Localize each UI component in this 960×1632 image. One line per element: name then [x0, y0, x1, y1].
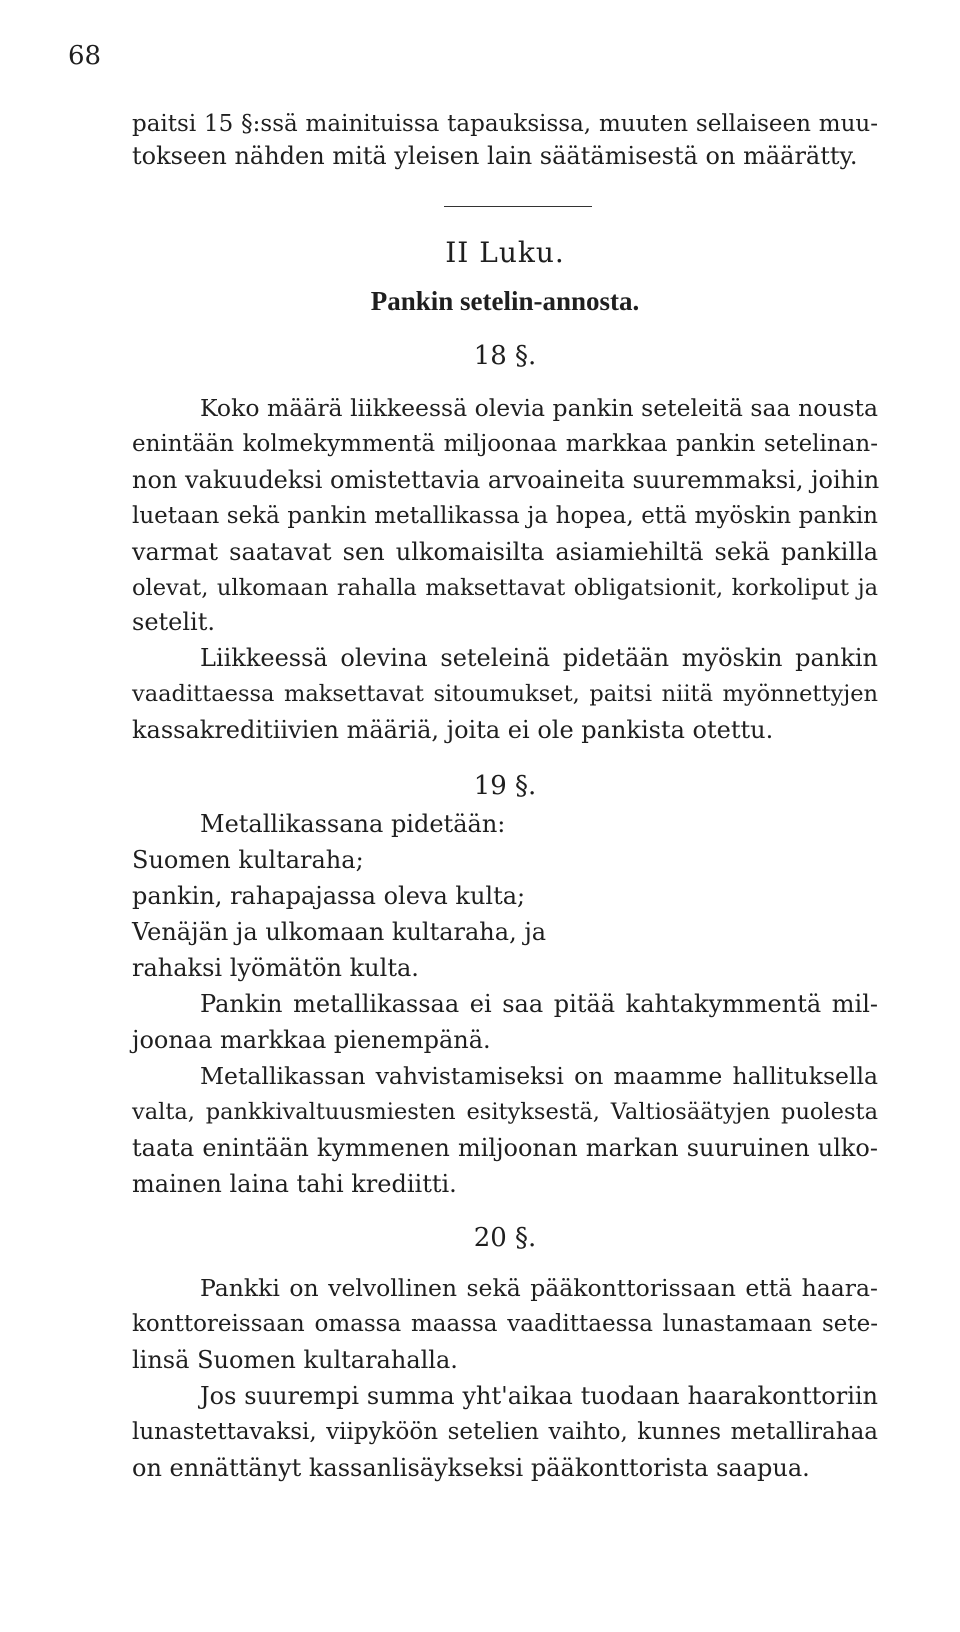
list-item: Venäjän ja ulkomaan kultaraha, ja — [132, 918, 547, 946]
list-item: rahaksi lyömätön kulta. — [132, 954, 419, 982]
text-line: Pankin metallikassaa ei saa pitää kahtakymmentä mil- — [200, 990, 878, 1018]
text-line: Pankki on velvollinen sekä pääkonttorissaan että haara- — [200, 1274, 878, 1302]
text-line: Metallikassan vahvistamiseksi on maamme hallituksella — [200, 1062, 878, 1090]
section-20-heading: 20 §. — [473, 1223, 537, 1253]
text-line: Koko määrä liikkeessä olevia pankin seteleitä saa nousta — [200, 394, 878, 422]
text-line: konttoreissaan omassa maassa vaadittaessa lunastamaan sete- — [132, 1311, 878, 1337]
text-line: non vakuudeksi omistettavia arvoaineita suuremmaksi, joihin — [132, 466, 880, 494]
text-line: joonaa markkaa pienempänä. — [132, 1026, 491, 1054]
text-line: linsä Suomen kultarahalla. — [132, 1346, 458, 1374]
divider-rule — [444, 206, 592, 207]
text-line: Metallikassana pidetään: — [200, 810, 506, 838]
chapter-title: Pankin setelin-annosta. — [370, 286, 640, 316]
chapter-heading: II Luku. — [445, 236, 565, 269]
text-line: luetaan sekä pankin metallikassa ja hopea, että myöskin pankin — [132, 503, 878, 529]
section-19-heading: 19 §. — [473, 771, 537, 801]
text-line: mainen laina tahi krediitti. — [132, 1170, 457, 1198]
text-line: lunastettavaksi, viipyköön setelien vaihto, kunnes metallirahaa — [132, 1419, 878, 1445]
text-line: kassakreditiivien määriä, joita ei ole pankista otettu. — [132, 716, 774, 744]
text-line: tokseen nähden mitä yleisen lain säätämisestä on määrätty. — [132, 142, 858, 170]
text-line: varmat saatavat sen ulkomaisilta asiamiehiltä sekä pankilla — [132, 538, 878, 566]
text-line: setelit. — [132, 608, 215, 636]
text-line: enintään kolmekymmentä miljoonaa markkaa pankin setelinan- — [132, 431, 878, 457]
text-line: vaadittaessa maksettavat sitoumukset, paitsi niitä myönnettyjen — [132, 681, 878, 707]
text-line: valta, pankkivaltuusmiesten esityksestä, Valtiosäätyjen puolesta — [132, 1099, 878, 1125]
text-line: Liikkeessä olevina seteleinä pidetään myöskin pankin — [200, 644, 878, 672]
text-line: taata enintään kymmenen miljoonan markan suuruinen ulko- — [132, 1134, 878, 1162]
list-item: pankin, rahapajassa oleva kulta; — [132, 882, 526, 910]
text-line: olevat, ulkomaan rahalla maksettavat obligatsionit, korkoliput ja — [132, 575, 878, 601]
text-line: Jos suurempi summa yht'aikaa tuodaan haarakonttoriin — [200, 1382, 878, 1410]
page-number: 68 — [68, 41, 102, 71]
text-line: on ennättänyt kassanlisäykseksi pääkonttorista saapua. — [132, 1454, 810, 1482]
page-body — [132, 0, 878, 1632]
section-18-heading: 18 §. — [473, 341, 537, 371]
text-line: paitsi 15 §:ssä mainituissa tapauksissa, muuten sellaiseen muu- — [132, 111, 878, 137]
list-item: Suomen kultaraha; — [132, 846, 364, 874]
